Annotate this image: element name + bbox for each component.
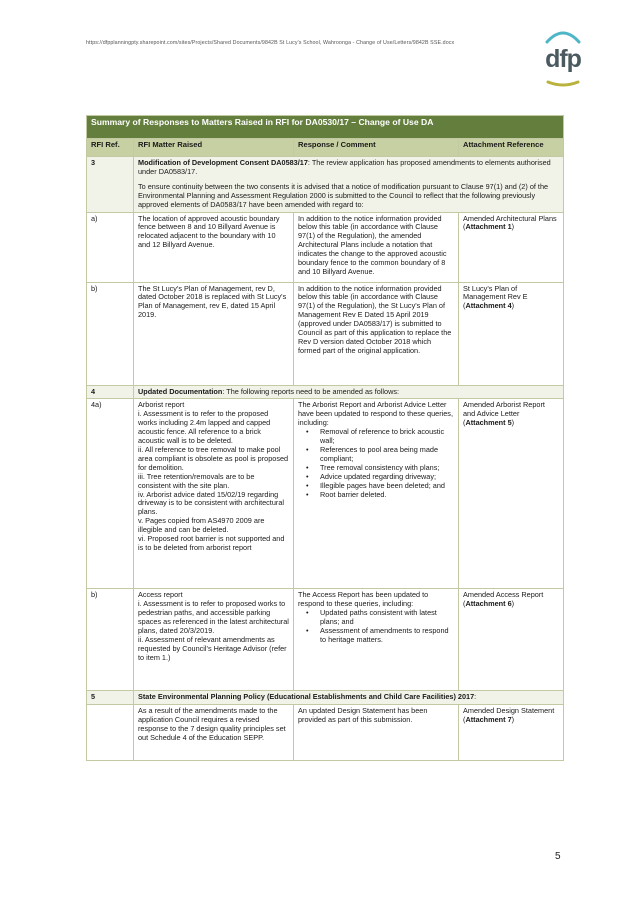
- attachment-ref: Attachment 4: [465, 301, 512, 311]
- col-header-matter: RFI Matter Raised: [134, 139, 294, 157]
- section-row-5: [87, 691, 564, 705]
- rfi-summary-table: [86, 115, 564, 761]
- section-number: 3: [87, 157, 134, 213]
- section-heading-rest: : The review application has proposed amendments to elements authorised under DA0583/17.: [138, 158, 551, 176]
- section-heading: Modification of Development Consent DA0583/17: [138, 158, 308, 167]
- row-attachment: Amended Architectural Plans (Attachment 1): [459, 212, 564, 282]
- document-path: https://dfpplanningpty.sharepoint.com/sites/Projects/Shared Documents/9842B St Lucy's School, Wahroonga - Change of Use/Letters/9842B SSE.docx: [86, 40, 455, 46]
- list-item: • Tree removal consistency with plans;: [320, 464, 454, 473]
- row-attachment: St Lucy's Plan of Management Rev E (Attachment 4): [459, 282, 564, 385]
- row-ref: 4a): [87, 399, 134, 589]
- attachment-ref: Attachment 7: [465, 715, 512, 725]
- col-header-ref: RFI Ref.: [87, 139, 134, 157]
- row-ref: a): [87, 212, 134, 282]
- row-matter: Access report i. Assessment is to refer to proposed works to pedestrian paths, and accessible parking spaces as referenced in the latest architectural plans, dated 20/3/2019. ii. Assessment of relevant amendments as requested by Council's Heritage Advisor (refer to item 1.): [134, 589, 294, 691]
- column-header-row: [87, 139, 564, 157]
- section-number: 5: [87, 691, 134, 705]
- row-ref: b): [87, 589, 134, 691]
- logo-text: dfp: [545, 45, 581, 73]
- list-item: • References to pool area being made compliant;: [320, 446, 454, 464]
- table-title: Summary of Responses to Matters Raised in RFI for DA0530/17 – Change of Use DA: [87, 116, 564, 139]
- table-row: [87, 212, 564, 282]
- row-attachment: Amended Design Statement (Attachment 7): [459, 705, 564, 761]
- response-list: [298, 428, 454, 499]
- list-item: • Assessment of amendments to respond to heritage matters.: [320, 627, 454, 645]
- table-title-row: [87, 116, 564, 139]
- section-description: [134, 691, 564, 705]
- row-matter: As a result of the amendments made to the application Council requires a revised response to the 7 design quality principles set out Schedule 4 of the Education SEPP.: [134, 705, 294, 761]
- row-response: An updated Design Statement has been provided as part of this submission.: [294, 705, 459, 761]
- section-number: 4: [87, 385, 134, 399]
- section-heading-rest: :: [474, 692, 477, 702]
- col-header-response: Response / Comment: [294, 139, 459, 157]
- list-item: • Updated paths consistent with latest plans; and: [320, 609, 454, 627]
- section-row-4: [87, 385, 564, 399]
- row-response: In addition to the notice information provided below this table (in accordance with Clause 97(1) of the Regulation), the amended Architectural Plans include a notation that indicates the change to the approved acoustic boundary fence to the common boundary of 8 and 10 Billyard Avenue.: [294, 212, 459, 282]
- list-item: • Illegible pages have been deleted; and: [320, 482, 454, 491]
- list-item: • Advice updated regarding driveway;: [320, 473, 454, 482]
- row-matter: The St Lucy's Plan of Management, rev D, dated October 2018 is replaced with St Lucy's Plan of Management, rev E, dated 15 April 2019.: [134, 282, 294, 385]
- attachment-ref: Attachment 5: [465, 418, 512, 428]
- page-number: 5: [555, 851, 561, 862]
- section-description: [134, 157, 564, 213]
- row-attachment: Amended Access Report (Attachment 6): [459, 589, 564, 691]
- table-row: [87, 589, 564, 691]
- row-ref: b): [87, 282, 134, 385]
- section-heading-rest: : The following reports need to be amended as follows:: [222, 386, 400, 396]
- list-item: • Removal of reference to brick acoustic wall;: [320, 428, 454, 446]
- attachment-ref: Attachment 6: [465, 599, 512, 609]
- section-heading: Updated Documentation: [138, 386, 223, 396]
- row-response: [294, 399, 459, 589]
- row-response: [294, 589, 459, 691]
- table-row: [87, 705, 564, 761]
- row-matter: The location of approved acoustic boundary fence between 8 and 10 Billyard Avenue is relocated adjacent to the boundary with 10 and 12 Billyard Avenue.: [134, 212, 294, 282]
- list-item: • Root barrier deleted.: [320, 491, 454, 500]
- response-list: [298, 609, 454, 645]
- section-row-3: [87, 157, 564, 213]
- table-row: [87, 399, 564, 589]
- section-description: [134, 385, 564, 399]
- attachment-ref: Attachment 1: [465, 222, 512, 232]
- section-paragraph: To ensure continuity between the two consents it is advised that a notice of modification pursuant to Clause 97(1) and (2) of the Environmental Planning and Assessment Regulation 2000 is submitted to the Council to reflect that the following previously approved elements of DA0583/17 have been amended with regard to:: [138, 181, 549, 209]
- dfp-logo: [542, 26, 584, 90]
- table-row: [87, 282, 564, 385]
- row-attachment: Amended Arborist Report and Advice Letter (Attachment 5): [459, 399, 564, 589]
- response-intro: The Arborist Report and Arborist Advice Letter have been updated to respond to these queries, including:: [298, 400, 453, 428]
- row-matter: Arborist report i. Assessment is to refer to the proposed works including 2.4m lapped and capped acoustic fence. All reference to a brick acoustic wall is to be deleted. ii. All reference to tree removal to make pool area compliant is obsolete as pool is proposed for demolition. iii. Tree retention/removals are to be consistent with the site plan. iv. Arborist advice dated 15/02/19 regarding driveway is to be consistent with architectural plans. v. Pages copied from AS4970 2009 are illegible and can be deleted. vi. Proposed root barrier is not supported and is to be deleted from arborist report: [134, 399, 294, 589]
- section-heading: State Environmental Planning Policy (Educational Establishments and Child Care Facilities) 2017: [138, 692, 475, 702]
- response-intro: The Access Report has been updated to respond to these queries, including:: [298, 590, 429, 609]
- row-response: In addition to the notice information provided below this table (in accordance with Clause 97(1) of the Regulation), the St Lucy's Plan of Management Rev E Dated 15 April 2019 (approved under DA0583/17) is submitted to Council as part of this application to replace the Rev D version dated October 2018 which formed part of the original application.: [294, 282, 459, 385]
- col-header-attachment: Attachment Reference: [459, 139, 564, 157]
- row-ref: [87, 705, 134, 761]
